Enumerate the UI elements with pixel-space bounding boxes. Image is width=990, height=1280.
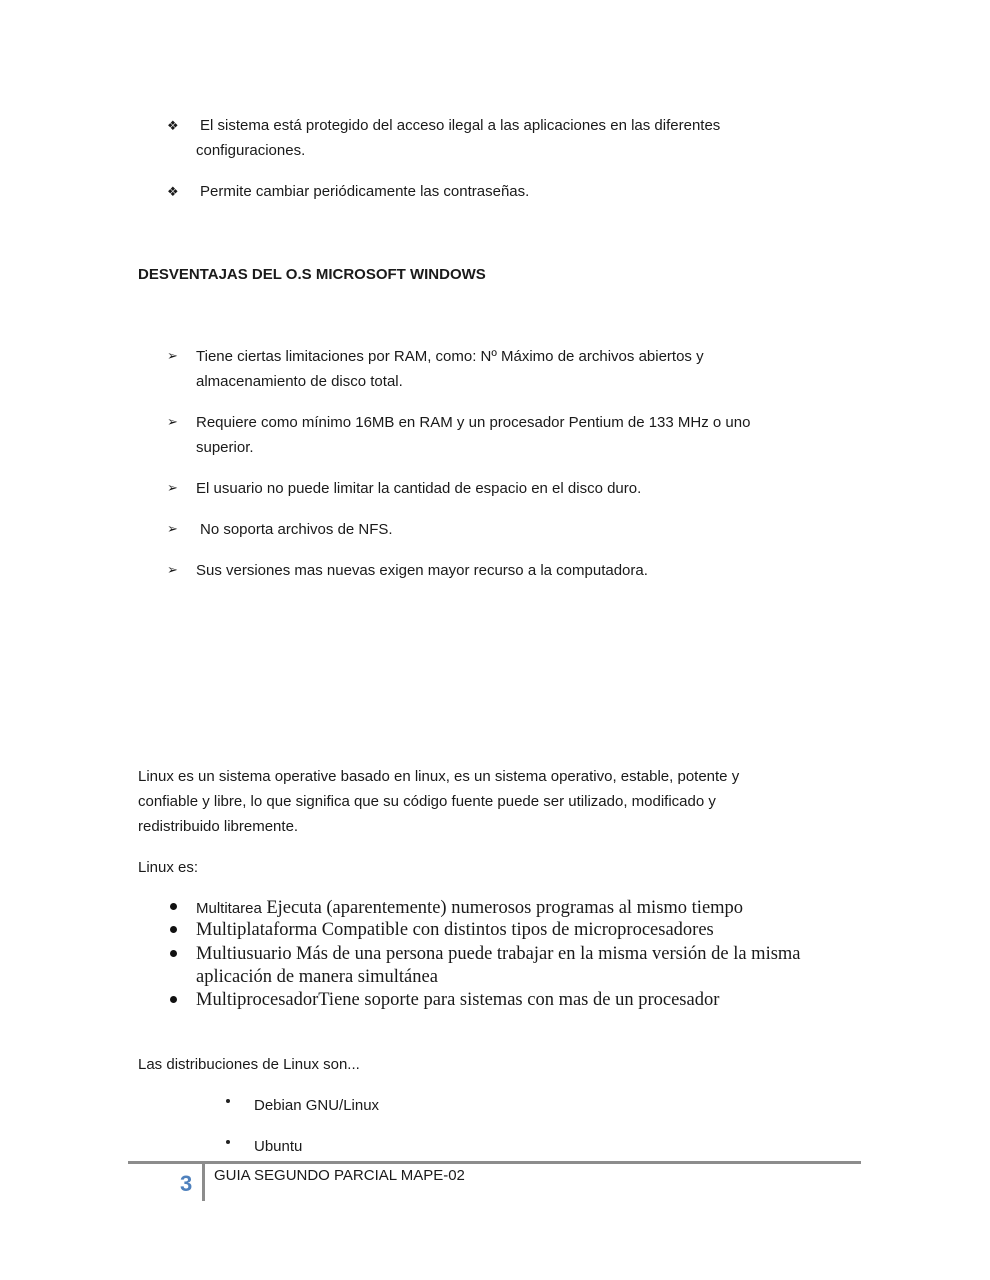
feature-item — [196, 989, 719, 1012]
feature-term: Multitarea — [196, 900, 262, 917]
disadvantage-item-2-line2: superior. — [196, 439, 254, 456]
feature-item — [196, 919, 714, 942]
bullet-dot-icon — [170, 950, 177, 957]
footer-divider — [128, 1161, 861, 1164]
arrow-bullet-icon: ➢ — [167, 521, 178, 536]
linux-intro-line-3: redistribuido libremente. — [138, 818, 299, 835]
feature-term: Multiprocesador — [196, 990, 319, 1010]
footer-vertical-divider — [202, 1164, 205, 1201]
distro-item: Debian GNU/Linux — [254, 1097, 380, 1114]
arrow-bullet-icon: ➢ — [167, 480, 178, 495]
disadvantage-item-3: El usuario no puede limitar la cantidad de espacio en el disco duro. — [196, 480, 642, 497]
disadvantage-item-4: No soporta archivos de NFS. — [200, 521, 393, 538]
advantage-item-1-line2: configuraciones. — [196, 142, 306, 159]
disadvantage-item-1-line2: almacenamiento de disco total. — [196, 373, 403, 390]
disadvantage-item-1-line1: Tiene ciertas limitaciones por RAM, como: Nº Máximo de archivos abiertos y — [196, 348, 704, 365]
bullet-dot-icon — [170, 926, 177, 933]
distros-label: Las distribuciones de Linux son... — [138, 1056, 360, 1073]
bullet-dot-icon — [226, 1140, 230, 1144]
bullet-dot-icon — [170, 903, 177, 910]
diamond-bullet-icon: ❖ — [167, 118, 179, 133]
linux-intro-line-2: confiable y libre, lo que significa que su código fuente puede ser utilizado, modificado y — [138, 793, 716, 810]
linux-is-label: Linux es: — [138, 859, 199, 876]
page-number: 3 — [180, 1171, 193, 1196]
feature-desc: Más de una persona puede trabajar en la misma versión de la misma — [296, 944, 801, 964]
disadvantage-item-5: Sus versiones mas nuevas exigen mayor recurso a la computadora. — [196, 562, 648, 579]
feature-desc: Ejecuta (aparentemente) numerosos programas al mismo tiempo — [266, 898, 744, 918]
feature-desc-continued: aplicación de manera simultánea — [196, 967, 438, 987]
bullet-dot-icon — [170, 996, 177, 1003]
footer-title: GUIA SEGUNDO PARCIAL MAPE-02 — [214, 1167, 465, 1184]
feature-term: Multiusuario — [196, 944, 292, 964]
feature-term: Multiplataforma — [196, 920, 318, 940]
advantage-item-2: Permite cambiar periódicamente las contraseñas. — [200, 183, 530, 200]
arrow-bullet-icon: ➢ — [167, 348, 178, 363]
distro-item: Ubuntu — [254, 1138, 303, 1155]
diamond-bullet-icon: ❖ — [167, 184, 179, 199]
feature-desc: Tiene soporte para sistemas con mas de un procesador — [318, 990, 720, 1010]
linux-intro-line-1: Linux es un sistema operative basado en linux, es un sistema operativo, estable, potente y — [138, 768, 740, 785]
disadvantage-item-2-line1: Requiere como mínimo 16MB en RAM y un procesador Pentium de 133 MHz o uno — [196, 414, 751, 431]
bullet-dot-icon — [226, 1099, 230, 1103]
arrow-bullet-icon: ➢ — [167, 562, 178, 577]
feature-desc: Compatible con distintos tipos de microprocesadores — [321, 920, 714, 940]
disadvantages-heading: DESVENTAJAS DEL O.S MICROSOFT WINDOWS — [138, 266, 486, 283]
feature-item — [196, 896, 743, 921]
arrow-bullet-icon: ➢ — [167, 414, 178, 429]
advantage-item-1-line1: El sistema está protegido del acceso ilegal a las aplicaciones en las diferentes — [200, 117, 721, 134]
feature-item — [196, 943, 801, 966]
